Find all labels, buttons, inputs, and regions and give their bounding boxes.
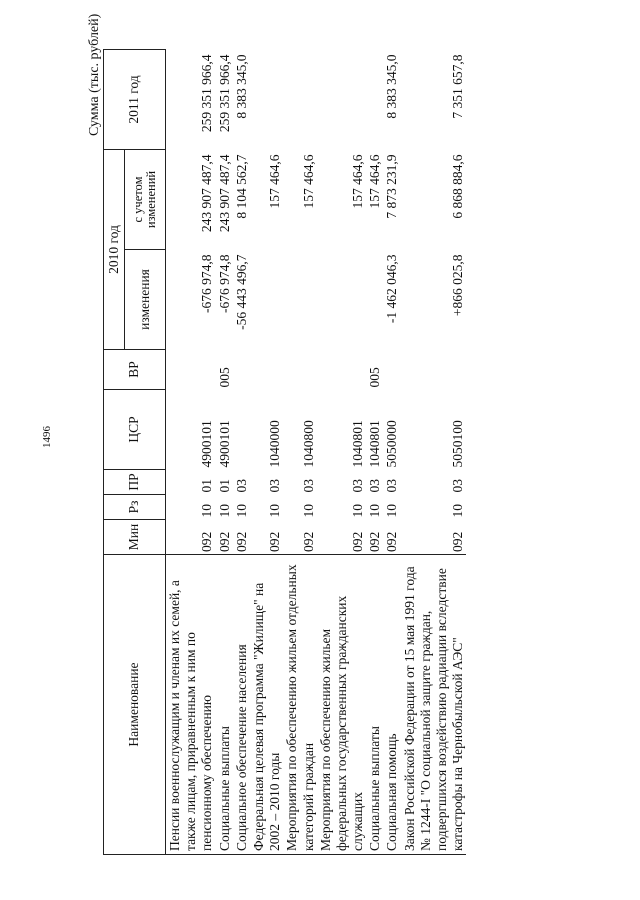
cell-changes: -676 974,8 (199, 254, 215, 313)
cell-name: Социальные выплаты (216, 555, 233, 855)
cell-csr: 4900101 (216, 420, 232, 468)
cell-rz: 10 (233, 504, 249, 518)
cell-vr (383, 350, 400, 390)
cell-min: 092 (233, 531, 249, 552)
header-min: Мин (104, 520, 166, 555)
cell-changes: -56 443 496,7 (233, 254, 249, 330)
cell-2011: 259 351 966,4 (216, 54, 232, 133)
cell-min: 092 (216, 531, 232, 552)
cell-pr: 03 (450, 479, 466, 493)
cell-2011: 259 351 966,4 (199, 54, 215, 133)
cell-rz: 10 (350, 504, 366, 518)
cell-rz: 10 (367, 504, 383, 518)
cell-csr: 1040801 (367, 420, 383, 468)
cell-with-changes: 157 464,6 (367, 154, 383, 209)
cell-vr (401, 350, 467, 390)
cell-pr: 03 (267, 479, 283, 493)
cell-csr: 1040801 (350, 420, 366, 468)
cell-name: Пенсии военнослужащим и членам их семей, а также лицам, приравненным к ним по пенсионному обеспечению (166, 555, 216, 855)
table-row (401, 50, 467, 855)
cell-rz: 10 (384, 504, 400, 518)
cell-min: 092 (350, 531, 366, 552)
cell-changes (366, 250, 383, 350)
cell-vr (317, 350, 367, 390)
cell-min: 092 (267, 531, 283, 552)
cell-changes (317, 250, 367, 350)
table-row (383, 50, 400, 855)
cell-vr: 005 (367, 367, 383, 388)
cell-with-changes: 157 464,6 (350, 154, 366, 209)
cell-rz: 10 (450, 504, 466, 518)
cell-with-changes: 7 873 231,9 (384, 154, 400, 219)
table-row (317, 50, 367, 855)
table-row (250, 50, 283, 855)
budget-table (103, 49, 466, 855)
cell-min: 092 (450, 531, 466, 552)
cell-with-changes: 6 868 884,6 (450, 154, 466, 219)
table-row (233, 50, 250, 855)
cell-csr: 1040000 (267, 420, 283, 468)
cell-pr: 01 (216, 479, 232, 493)
header-vr: ВР (104, 350, 166, 390)
header-year-2010: 2010 год (104, 150, 125, 350)
cell-name: Социальное обеспечение населения (233, 555, 250, 855)
table-row (366, 50, 383, 855)
cell-csr: 5050000 (384, 420, 400, 468)
cell-csr: 4900101 (199, 420, 215, 468)
cell-name: Федеральная целевая программа "Жилище" на 2002 – 2010 годы (250, 555, 283, 855)
cell-2011 (250, 50, 283, 150)
units-caption: Сумма (тыс. рублей) (87, 13, 102, 136)
header-pr: ПР (104, 470, 166, 495)
cell-with-changes: 157 464,6 (267, 154, 283, 209)
cell-changes (250, 250, 283, 350)
cell-pr: 03 (350, 479, 366, 493)
header-year-2011: 2011 год (104, 50, 166, 150)
cell-name: Мероприятия по обеспечению жильем федеральных государственных гражданских служащих (317, 555, 367, 855)
cell-min: 092 (199, 531, 215, 552)
cell-pr: 01 (199, 479, 215, 493)
cell-min: 092 (367, 531, 383, 552)
cell-2011: 8 383 345,0 (233, 54, 249, 119)
header-changes: изменения (125, 250, 166, 350)
cell-vr (283, 350, 316, 390)
cell-with-changes: 157 464,6 (300, 154, 316, 209)
table-body (166, 50, 467, 855)
cell-csr: 5050100 (450, 420, 466, 468)
cell-rz: 10 (216, 504, 232, 518)
cell-rz: 10 (300, 504, 316, 518)
cell-rz: 10 (199, 504, 215, 518)
cell-with-changes: 243 907 487,4 (216, 154, 232, 233)
cell-name: Мероприятия по обеспечению жильем отдельных категорий граждан (283, 555, 316, 855)
cell-csr: 1040800 (300, 420, 316, 468)
cell-pr: 03 (300, 479, 316, 493)
cell-name: Социальная помощь (383, 555, 400, 855)
cell-vr: 005 (216, 367, 232, 388)
header-row-1 (104, 50, 125, 855)
cell-changes: +866 025,8 (450, 254, 466, 317)
page-number: 1496 (41, 426, 53, 448)
cell-2011: 8 383 345,0 (384, 54, 400, 119)
cell-vr (233, 350, 250, 390)
cell-min: 092 (300, 531, 316, 552)
cell-pr: 03 (384, 479, 400, 493)
header-name: Наименование (104, 555, 166, 855)
cell-vr (250, 350, 283, 390)
cell-rz: 10 (267, 504, 283, 518)
cell-2011 (317, 50, 367, 150)
cell-csr (233, 390, 250, 470)
cell-pr: 03 (233, 479, 249, 493)
table-row (216, 50, 233, 855)
cell-with-changes: 243 907 487,4 (199, 154, 215, 233)
cell-with-changes: 8 104 562,7 (233, 154, 249, 219)
table-row (283, 50, 316, 855)
cell-2011: 7 351 657,8 (450, 54, 466, 119)
cell-changes: -1 462 046,3 (384, 254, 400, 324)
table-row (166, 50, 216, 855)
cell-name: Закон Российской Федерации от 15 мая 1991 года № 1244-I "О социальной защите граждан, подвергшихся воздействию радиации вследствие катастрофы на Чернобыльской АЭС" (401, 555, 467, 855)
cell-pr: 03 (367, 479, 383, 493)
cell-vr (166, 350, 216, 390)
cell-min: 092 (384, 531, 400, 552)
cell-changes: -676 974,8 (216, 254, 232, 313)
header-csr: ЦСР (104, 390, 166, 470)
cell-changes (283, 250, 316, 350)
header-with-changes: с учетом изменений (125, 150, 166, 250)
cell-name: Социальные выплаты (366, 555, 383, 855)
header-rz: Рз (104, 495, 166, 520)
cell-2011 (366, 50, 383, 150)
cell-2011 (283, 50, 316, 150)
